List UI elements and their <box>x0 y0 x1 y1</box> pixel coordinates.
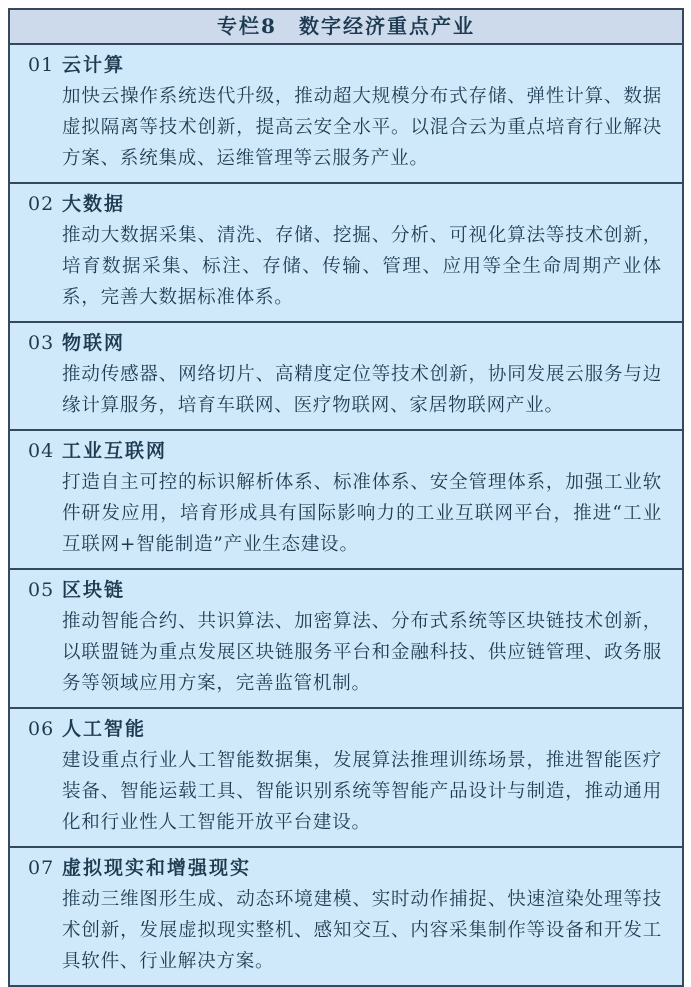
section-number: 06 <box>28 718 55 740</box>
section-number: 03 <box>28 332 55 354</box>
section-head <box>28 50 662 81</box>
section-row-cloud-computing <box>10 45 682 184</box>
section-title: 区块链 <box>62 579 126 601</box>
section-head <box>28 714 662 745</box>
section-head <box>28 853 662 884</box>
section-head <box>28 436 662 467</box>
section-number: 07 <box>28 857 55 879</box>
section-number: 02 <box>28 193 55 215</box>
section-body-text: 推动三维图形生成、动态环境建模、实时动作捕捉、快速渲染处理等技术创新，发展虚拟现实整机、感知交互、内容采集制作等设备和开发工具软件、行业解决方案。 <box>62 889 662 972</box>
section-title: 人工智能 <box>62 718 147 740</box>
section-row-iot <box>10 323 682 431</box>
digital-economy-industries-table <box>8 8 684 987</box>
section-row-artificial-intelligence <box>10 709 682 848</box>
section-row-industrial-internet <box>10 431 682 570</box>
table-title: 专栏8 数字经济重点产业 <box>10 10 682 45</box>
section-number: 01 <box>28 54 55 76</box>
section-title: 物联网 <box>62 332 126 354</box>
section-head <box>28 189 662 220</box>
section-body-text: 打造自主可控的标识解析体系、标准体系、安全管理体系，加强工业软件研发应用，培育形成具有国际影响力的工业互联网平台，推进“工业互联网+智能制造”产业生态建设。 <box>62 472 662 555</box>
section-row-big-data <box>10 184 682 323</box>
section-head <box>28 328 662 359</box>
section-body-text: 加快云操作系统迭代升级，推动超大规模分布式存储、弹性计算、数据虚拟隔离等技术创新，提高云安全水平。以混合云为重点培育行业解决方案、系统集成、运维管理等云服务产业。 <box>62 86 662 169</box>
section-row-vr-ar <box>10 848 682 985</box>
section-body-text: 建设重点行业人工智能数据集，发展算法推理训练场景，推进智能医疗装备、智能运载工具、智能识别系统等智能产品设计与制造，推动通用化和行业性人工智能开放平台建设。 <box>62 750 662 833</box>
section-title: 大数据 <box>62 193 126 215</box>
section-row-blockchain <box>10 570 682 709</box>
section-body-text: 推动传感器、网络切片、高精度定位等技术创新，协同发展云服务与边缘计算服务，培育车联网、医疗物联网、家居物联网产业。 <box>62 364 662 416</box>
section-body-text: 推动大数据采集、清洗、存储、挖掘、分析、可视化算法等技术创新，培育数据采集、标注、存储、传输、管理、应用等全生命周期产业体系，完善大数据标准体系。 <box>62 225 662 308</box>
section-title: 工业互联网 <box>62 440 168 462</box>
section-body-text: 推动智能合约、共识算法、加密算法、分布式系统等区块链技术创新，以联盟链为重点发展区块链服务平台和金融科技、供应链管理、政务服务等领域应用方案，完善监管机制。 <box>62 611 662 694</box>
section-number: 04 <box>28 440 55 462</box>
section-head <box>28 575 662 606</box>
section-title: 虚拟现实和增强现实 <box>62 857 252 879</box>
section-number: 05 <box>28 579 55 601</box>
section-title: 云计算 <box>62 54 126 76</box>
